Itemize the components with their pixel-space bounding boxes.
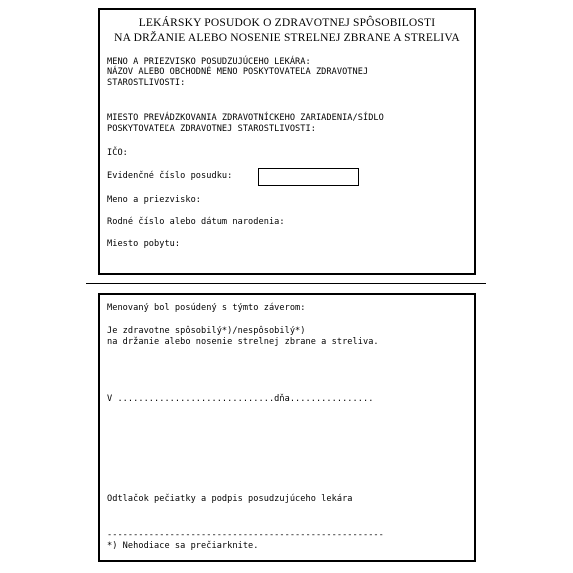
place-date-line: V ..............................dňa................ [107,394,374,404]
provider-name-label-line-2: STAROSTLIVOSTI: [107,78,186,88]
page-separator-line [86,283,486,284]
form-title-line-2: NA DRŽANIE ALEBO NOSENIE STRELNEJ ZBRANE A STRELIVA [114,32,460,44]
form-title-line-1: LEKÁRSKY POSUDOK O ZDRAVOTNEJ SPÔSOBILOSTI [138,17,436,29]
facility-label-line-1: MIESTO PREVÁDZKOVANIA ZDRAVOTNÍCKEHO ZARIADENIA/SÍDLO [107,113,384,123]
ico-label: IČO: [107,148,128,158]
footnote-divider: ----------------------------------------------------- [107,530,384,540]
provider-name-label-line-1: NÁZOV ALEBO OBCHODNÉ MENO POSKYTOVATEĽA ZDRAVOTNEJ [107,67,369,77]
facility-label-line-2: POSKYTOVATEĽA ZDRAVOTNEJ STAROSTLIVOSTI: [107,124,316,134]
footnote: *) Nehodiace sa prečiarknite. [107,541,259,551]
stamp-signature-label: Odtlačok pečiatky a podpis posudzujúceho lekára [107,494,353,504]
fitness-statement-line-1: Je zdravotne spôsobilý*)/nespôsobilý*) [107,326,306,336]
doctor-name-label: MENO A PRIEZVISKO POSUDZUJÚCEHO LEKÁRA: [107,57,311,67]
record-number-field[interactable] [258,168,359,186]
residence-label: Miesto pobytu: [107,239,181,249]
fitness-statement-line-2: na držanie alebo nosenie strelnej zbrane a streliva. [107,337,379,347]
record-number-label: Evidenčné číslo posudku: [107,171,233,181]
conclusion-intro: Menovaný bol posúdený s týmto záverom: [107,303,306,313]
birth-id-label: Rodné číslo alebo dátum narodenia: [107,217,285,227]
medical-assessment-header-card [98,8,476,275]
person-name-label: Meno a priezvisko: [107,195,202,205]
medical-assessment-conclusion-card [98,293,476,562]
